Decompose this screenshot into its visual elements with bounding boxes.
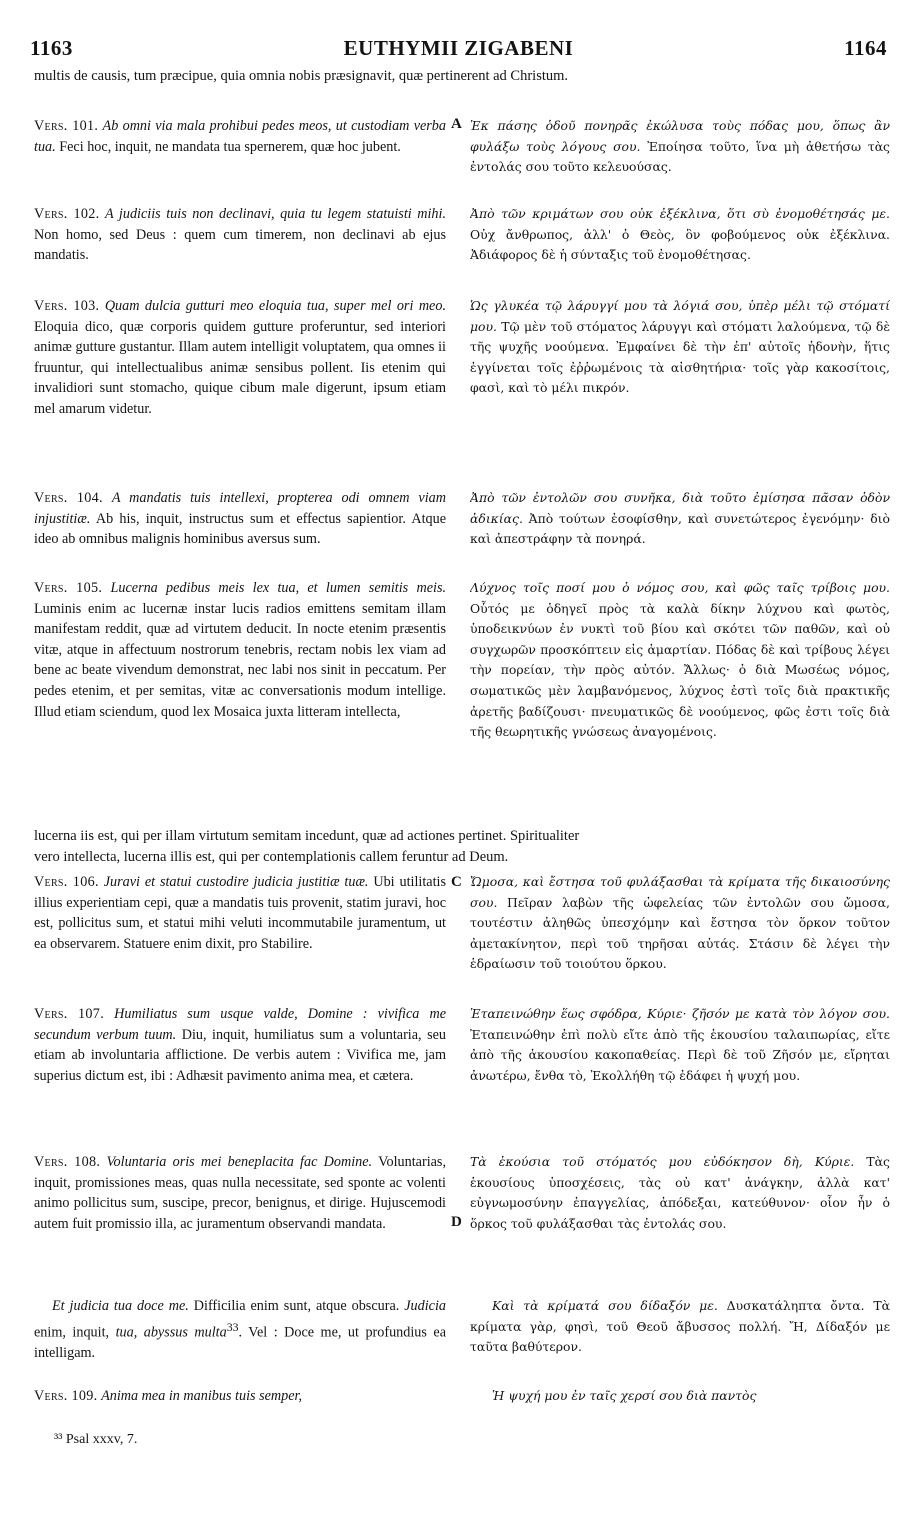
greek-vers-103 <box>470 296 890 424</box>
latin-commentary: Luminis enim ac lucernæ instar lucis radios emittens semitam illam manifestam reddit, quæ ad virtutem deducit. In nocte etenim præsentis vitæ, atque in affectuum nostrorum tenebris, rectam nobis lex viam ad bene ac beate vivendum demonstrat, nec labi nos sinit in peccatum. Per pedes etenim, et per semitas, vitæ ac conversationis modum intellige. Illud etiam sciendum, quod lex Mosaica juxta litteram intellecta, <box>34 600 446 720</box>
latin-vers-102 <box>34 204 446 270</box>
column-marker-d: D <box>451 1214 462 1230</box>
page-number-left: 1163 <box>30 36 73 60</box>
latin-lemma-abyssus: tua, abyssus multa <box>115 1324 227 1341</box>
latin-vers-103 <box>34 296 446 486</box>
greek-lemma: Ἀπὸ τῶν ἐντολῶν σου συνῆκα, διὰ τοῦτο ἐμίσησα πᾶσαν ὁδὸν ἀδικίας. <box>470 490 890 526</box>
latin-vers-106 <box>34 872 446 1000</box>
latin-vers-105 <box>34 578 446 826</box>
greek-vers-109 <box>470 1386 890 1410</box>
latin-commentary: Ab his, inquit, instructus sum et effectus sapientior. Atque ideo ab omnibus malignis hominibus aversus sum. <box>34 510 446 548</box>
latin-lemma-judicia: Judicia <box>404 1298 446 1314</box>
latin-commentary: Feci hoc, inquit, ne mandata tua spernerem, quæ hoc jubent. <box>59 138 401 155</box>
greek-vers-104 <box>470 488 890 574</box>
greek-lemma: Ἡ ψυχή μου ἐν ταῖς χερσί σου διὰ παντὸς <box>492 1388 757 1403</box>
greek-lemma: Ἀπὸ τῶν κριμάτων σου οὐκ ἐξέκλινα, ὅτι σὺ ἐνομοθέτησάς με. <box>470 206 890 221</box>
greek-commentary: Δυσκατάληπτα ὄντα. Τὰ κρίματα γὰρ, φησὶ, τοῦ Θεοῦ ἄβυσσος πολλή. Ἤ, Δίδαξόν με ταῦτα βαθύτερον. <box>470 1298 890 1355</box>
latin-vers-101 <box>34 116 446 182</box>
greek-judicia <box>470 1296 890 1362</box>
greek-vers-102 <box>470 204 890 290</box>
column-marker-a: A <box>451 116 462 132</box>
latin-commentary: Diu, inquit, humiliatus sum a voluntaria, seu etiam ab involuntaria afflictione. De verbis autem : Vivifica me, jam superius dictum est, ibi : Adhæsit pavimento anima mea, et cætera. <box>34 1026 446 1084</box>
greek-lemma: Ὤμοσα, καὶ ἔστησα τοῦ φυλάξασθαι τὰ κρίματα τῆς δικαιοσύνης σου. <box>470 874 890 910</box>
greek-commentary: Οὗτός με ὁδηγεῖ πρὸς τὰ καλὰ δίκην λύχνου καὶ φωτὸς, ὑποδεικνύων ἐν νυκτὶ τοῦ βίου καὶ σκότει τῶν παθῶν, καὶ οὐ συγχωρῶν προσκόπτειν εἰς ἁμαρτίαν. Πόδας δὲ καὶ τρίβους λέγει τὴν πορείαν, τὴν πρὸς αὐτόν. Ἄλλως· ὁ διὰ Μωσέως νόμος, σωματικῶς μὲν λαμβανόμενος, λύχνος ἐστὶ τοῖς διὰ πρακτικῆς ἀρετῆς βαδίζουσι· πνευματικῶς δὲ νοούμενος, φῶς ἐστι τοῖς διὰ τῆς θεωρητικῆς γνώσεως ἀναγομένοις. <box>470 600 890 740</box>
greek-vers-107 <box>470 1004 890 1150</box>
verse-number: Vers. 108. <box>34 1154 101 1170</box>
latin-commentary-vel: . Vel : Doce me, ut profundius ea intelligam. <box>34 1324 446 1361</box>
verse-number: Vers. 102. <box>34 206 100 222</box>
greek-lemma: Καὶ τὰ κρίματά σου δίδαξόν με. <box>492 1298 718 1313</box>
footnote: ³³ Psal xxxv, 7. <box>54 1432 138 1447</box>
latin-lemma: Et judicia tua doce me. <box>52 1298 189 1314</box>
column-marker-c: C <box>451 874 462 890</box>
greek-commentary: Πεῖραν λαβὼν τῆς ὠφελείας τῶν ἐντολῶν σου ὤμοσα, τουτέστιν ἀληθῶς ὑπεσχόμην καὶ ἔστησα τὸν ὅρκον τοῦτον ἀμετακίνητον, περὶ τοῦ τηρῆσαι αὐτάς. Στάσιν δὲ λέγει τὴν ἑδραίωσιν τοῦ τοιούτου ὅρκου. <box>470 894 890 972</box>
latin-commentary-inquit: enim, inquit, <box>34 1324 110 1341</box>
latin-vers-108 <box>34 1152 446 1292</box>
latin-vers-107 <box>34 1004 446 1150</box>
full-width-continuation: lucerna iis est, qui per illam virtutum semitam incedunt, quæ ad actiones pertinet. Spiritualiter vero intellecta, lucerna illis est, qui per contemplationis callem feruntur ad Deum. <box>34 828 580 865</box>
latin-lemma: Quam dulcia gutturi meo eloquia tua, super mel ori meo. <box>104 298 446 314</box>
greek-commentary: Τῷ μὲν τοῦ στόματος λάρυγγι καὶ στόματι λαλούμενα, τῷ δὲ τῆς ψυχῆς νοούμενα. Ἐμφαίνει δὲ τὴν ἐπ' αὐτοῖς ἡδονὴν, ἥτις ἐγγίνεται τοῖς ἐῤῥωμένοις τὰ αἰσθητήρια· τοῖς γὰρ κακοσίτοις, φασὶ, καὶ τὸ μέλι πικρόν. <box>470 318 890 396</box>
greek-vers-108 <box>470 1152 890 1292</box>
greek-vers-105 <box>470 578 890 826</box>
greek-lemma: Ὡς γλυκέα τῷ λάρυγγί μου τὰ λόγιά σου, ὑπὲρ μέλι τῷ στόματί μου. <box>470 298 890 334</box>
page-number-right: 1164 <box>844 36 887 60</box>
footnote-reference: 33 <box>226 1319 239 1334</box>
verse-number: Vers. 103. <box>34 298 100 314</box>
latin-lemma: Lucerna pedibus meis lex tua, et lumen semitis meis. <box>110 580 446 596</box>
verse-number: Vers. 104. <box>34 490 103 506</box>
latin-lemma: Juravi et statui custodire judicia justitiæ tuæ. <box>103 874 369 890</box>
latin-vers-109 <box>34 1386 446 1410</box>
verse-number: Vers. 107. <box>34 1006 105 1022</box>
latin-commentary: Ubi utilitatis illius experientiam cepi, quæ a mandatis tuis provenit, statim juravi, hoc est, pollicitus sum, et statui mihi veluti incommutabile juramentum, ut ea observarem. Statuere enim dixit, pro Stabilire. <box>34 874 446 952</box>
latin-lemma: A judiciis tuis non declinavi, quia tu legem statuisti mihi. <box>105 206 446 222</box>
latin-lemma: Voluntaria oris mei beneplacita fac Domine. <box>106 1154 373 1170</box>
latin-lemma: Humiliatus sum usque valde, Domine : vivifica me secundum verbum tuum. <box>34 1006 446 1043</box>
greek-commentary: Οὐχ ἄνθρωπος, ἀλλ' ὁ Θεὸς, ὃν φοβούμενος οὐκ ἐξέκλινα. Ἀδιάφορος δὲ ἡ σύνταξις τοῦ ἐνομοθέτησας. <box>470 226 890 263</box>
verse-number: Vers. 101. <box>34 118 99 134</box>
greek-commentary: Ἀπὸ τούτων ἐσοφίσθην, καὶ συνετώτερος ἐγενόμην· διὸ καὶ ἀπεστράφην τὰ πονηρά. <box>470 510 890 547</box>
verse-number: Vers. 109. <box>34 1388 98 1404</box>
latin-commentary: Eloquia dico, quæ corporis quidem gutture proferuntur, sed interiori animæ gutture gustantur. Illam autem intelligit voluptatem, qua omnes ii fruuntur, qui intellectualibus animæ sensibus pollent. Iis etenim qui invalidiori sunt stomacho, quique cibum male digerunt, ipsum etiam mel amarum videtur. <box>34 318 446 417</box>
latin-commentary: Difficilia enim sunt, atque obscura. <box>193 1298 400 1314</box>
greek-vers-101 <box>470 116 890 200</box>
greek-commentary: Τὰς ἑκουσίους ὑποσχέσεις, τὰς οὐ κατ' ἀνάγκην, ἀλλὰ κατ' εὐγνωμοσύνην ἐπαγγελίας, ἀπόδεξαι, κατεύθυνον· οἷον ἦν ὁ ὅρκος τοῦ φυλάξασθαι τὰς ἐντολάς σου. <box>470 1154 890 1231</box>
latin-vers-104 <box>34 488 446 574</box>
running-header <box>0 36 917 64</box>
greek-lemma: Ἐκ πάσης ὁδοῦ πονηρᾶς ἐκώλυσα τοὺς πόδας μου, ὅπως ἂν φυλάξω τοὺς λόγους σου. <box>470 118 890 154</box>
latin-lemma: Anima mea in manibus tuis semper, <box>101 1388 303 1404</box>
greek-lemma: Τὰ ἑκούσια τοῦ στόματός μου εὐδόκησον δὴ, Κύριε. <box>470 1154 855 1169</box>
latin-lemma: Ab omni via mala prohibui pedes meos, ut custodiam verba tua. <box>34 118 446 155</box>
intro-text: multis de causis, tum præcipue, quia omnia nobis præsignavit, quæ pertinerent ad Christum. <box>34 68 569 84</box>
running-title: EUTHYMII ZIGABENI <box>343 36 574 60</box>
verse-number: Vers. 105. <box>34 580 103 596</box>
greek-commentary: Ἐποίησα τοῦτο, ἵνα μὴ ἀθετήσω τὰς ἐντολάς σου τοῦτο κελευούσας. <box>470 138 890 175</box>
greek-lemma: Ἐταπεινώθην ἕως σφόδρα, Κύριε· ζῆσόν με κατὰ τὸν λόγον σου. <box>470 1006 890 1021</box>
greek-vers-106 <box>470 872 890 1000</box>
greek-commentary: Ἐταπεινώθην ἐπὶ πολὺ εἴτε ἀπὸ τῆς ἑκουσίου ταλαιπωρίας, εἴτε ἀπὸ τῆς ἀκουσίου κακοπαθείας. Περὶ δὲ τοῦ Ζῆσόν με, εἴρηται ἀνωτέρω, ἔνθα τὸ, Ἐκολλήθη τῷ ἐδάφει ἡ ψυχή μου. <box>470 1026 890 1083</box>
latin-judicia <box>34 1296 446 1382</box>
verse-number: Vers. 106. <box>34 874 99 890</box>
latin-lemma: A mandatis tuis intellexi, propterea odi omnem viam injustitiæ. <box>34 490 446 527</box>
latin-commentary: Voluntarias, inquit, promissiones meas, quas nulla necessitate, sed sponte ac volenti animo pollicitus sum, suscipe, precor, benignus, et dirige. Hujuscemodi autem fuit promissio illa, ac juramentum observandi mandata. <box>34 1154 446 1232</box>
greek-lemma: Λύχνος τοῖς ποσί μου ὁ νόμος σου, καὶ φῶς ταῖς τρίβοις μου. <box>470 580 890 595</box>
latin-commentary: Non homo, sed Deus : quem cum timerem, non declinavi ab ejus mandatis. <box>34 226 446 264</box>
